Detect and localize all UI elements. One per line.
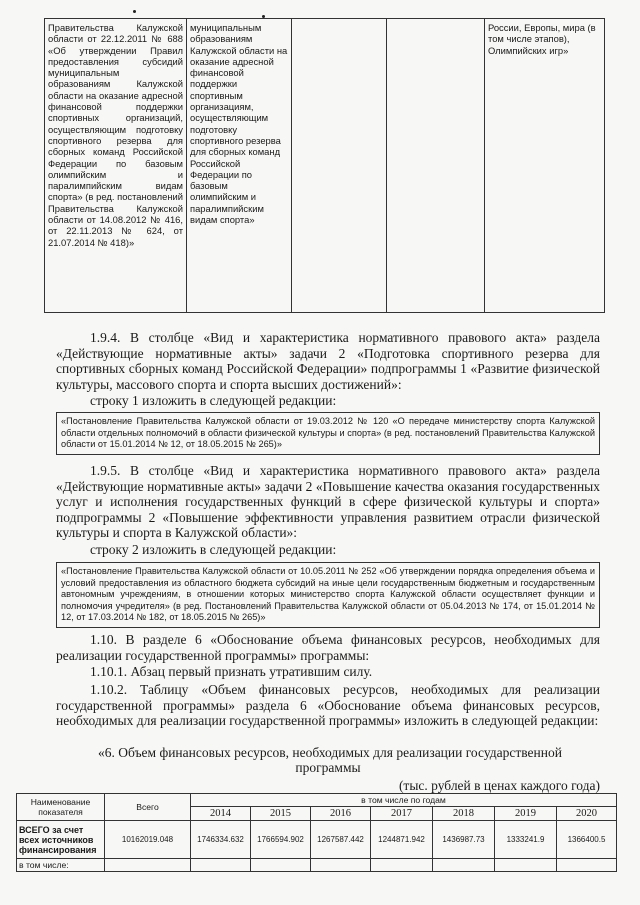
row-total-value: 1366400.5	[557, 821, 617, 859]
empty-cell	[311, 859, 371, 872]
empty-cell	[191, 859, 251, 872]
empty-cell	[251, 859, 311, 872]
year-header: 2016	[311, 807, 371, 821]
row-total-value: 1436987.73	[433, 821, 495, 859]
scan-dot	[133, 10, 136, 13]
header-including-years: в том числе по годам	[191, 794, 617, 807]
act-events-cell: России, Европы, мира (в том числе этапов), Олимпийских игр»	[485, 19, 605, 313]
row-total-label: ВСЕГО за счет всех источников финансирования	[17, 821, 105, 859]
paragraph-row1-instruction: строку 1 изложить в следующей редакции:	[90, 393, 337, 408]
row-total-value: 1746334.632	[191, 821, 251, 859]
year-header: 2015	[251, 807, 311, 821]
paragraph-row2-instruction: строку 2 изложить в следующей редакции:	[90, 542, 337, 557]
empty-cell	[387, 19, 485, 313]
section-heading-line2: программы	[295, 760, 361, 775]
row-total-value: 1333241.9	[495, 821, 557, 859]
act-description-cell: Правительства Калужской области от 22.12.2011 № 688 «Об утверждении Правил предоставления субсидий муниципальным образованиям Калужской области на оказание адресной финансовой поддержки спортивных организаций, осуществляющим подготовку спортивного резерва для сборных команд Российской Федерации по базовым олимпийским и паралимпийским видам спорта» (в ред. постановлений Правительства Калужской области от 14.08.2012 № 416, от 22.11.2013 № 624, от 21.07.2014 № 418)»	[45, 19, 187, 313]
empty-cell	[433, 859, 495, 872]
row-including-label: в том числе:	[17, 859, 105, 872]
row-total-value: 1244871.942	[371, 821, 433, 859]
act-box-2: «Постановление Правительства Калужской области от 10.05.2011 № 252 «Об утверждении порядка определения объема и условий предоставления из областного бюджета субсидий на иные цели государственным бюджетным и государственным автономным учреждениям, в отношении которых министерство спорта Калужской области осуществляет функции и полномочия учредителя» (в ред. Постановлений Правительства Калужской области от 05.04.2013 № 174, от 15.01.2014 № 12, от 17.03.2014 № 182, от 18.05.2015 № 265)»	[56, 562, 600, 628]
financial-resources-table	[16, 793, 617, 872]
row-total-value: 1766594.902	[251, 821, 311, 859]
empty-cell	[105, 859, 191, 872]
header-name: Наименование показателя	[17, 794, 105, 821]
year-header: 2018	[433, 807, 495, 821]
paragraph-1-9-4: 1.9.4. В столбце «Вид и характеристика нормативного правового акта» раздела «Действующие нормативные акты» задачи 2 «Подготовка спортивного резерва для спортивных сборных команд Российской Федерации» подпрограммы 1 «Развитие физической культуры, массового спорта и спорта высших достижений»:	[56, 330, 600, 392]
row-total-sum: 10162019.048	[105, 821, 191, 859]
header-total: Всего	[105, 794, 191, 821]
year-header: 2019	[495, 807, 557, 821]
section-heading-line1: «6. Объем финансовых ресурсов, необходимых для реализации государственной	[98, 745, 562, 760]
paragraph-1-10-2: 1.10.2. Таблицу «Объем финансовых ресурсов, необходимых для реализации государственной программы» раздела 6 «Обоснование объема финансовых ресурсов, необходимых для реализации государственной программы» изложить в следующей редакции:	[56, 682, 600, 728]
paragraph-1-10: 1.10. В разделе 6 «Обоснование объема финансовых ресурсов, необходимых для реализации государственной программы» программы:	[56, 632, 600, 663]
empty-cell	[557, 859, 617, 872]
empty-cell	[371, 859, 433, 872]
empty-cell	[292, 19, 387, 313]
paragraph-1-9-5: 1.9.5. В столбце «Вид и характеристика нормативного правового акта» раздела «Действующие нормативные акты» задачи 2 «Повышение качества оказания государственных услуг и исполнения государственных функций в сфере физической культуры и спорта» подпрограммы 2 «Повышение эффективности управления развитием отрасли физической культуры и спорта в Калужской области»:	[56, 463, 600, 540]
units-note: (тыс. рублей в ценах каждого года)	[398, 778, 600, 793]
year-header: 2017	[371, 807, 433, 821]
legal-acts-table-fragment	[44, 18, 605, 313]
act-purpose-cell: муниципальным образованиям Калужской области на оказание адресной финансовой поддержки спортивным организациям, осуществляющим подготовку спортивного резерва для сборных команд Российской Федерации по базовым олимпийским и паралимпийским видам спорта»	[187, 19, 292, 313]
year-header: 2020	[557, 807, 617, 821]
act-box-1: «Постановление Правительства Калужской области от 19.03.2012 № 120 «О передаче министерству спорта Калужской области отдельных полномочий в области физической культуры и спорта» (в ред. постановлений Правительства Калужской области от 15.01.2014 № 12, от 18.05.2015 № 265)»	[56, 412, 600, 455]
empty-cell	[495, 859, 557, 872]
row-total-value: 1267587.442	[311, 821, 371, 859]
year-header: 2014	[191, 807, 251, 821]
paragraph-1-10-1: 1.10.1. Абзац первый признать утратившим силу.	[90, 664, 373, 679]
